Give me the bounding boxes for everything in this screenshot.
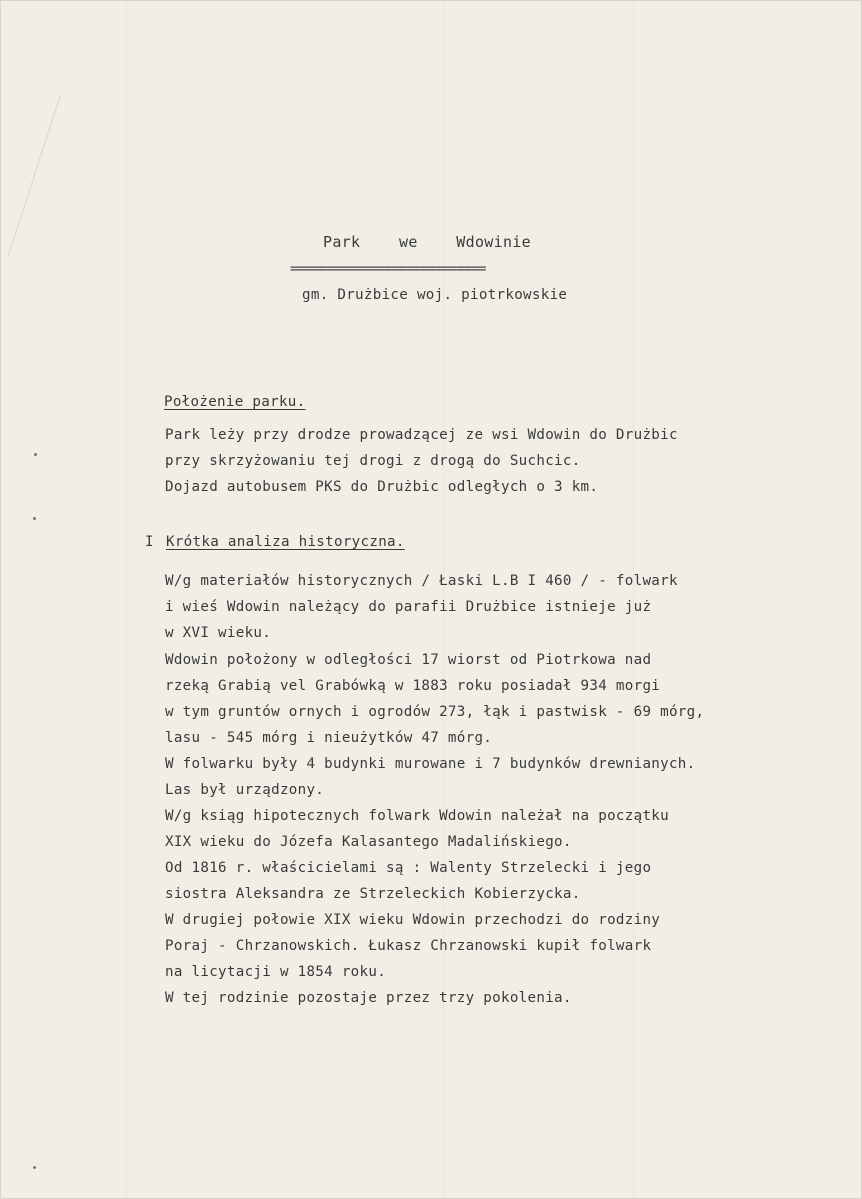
text-line: przy skrzyżowaniu tej drogi z drogą do Suchcic. xyxy=(165,453,581,469)
text-line: rzeką Grabią vel Grabówką w 1883 roku posiadał 934 morgi xyxy=(165,678,661,694)
text-line: XIX wieku do Józefa Kalasantego Madalińskiego. xyxy=(165,834,572,850)
text-line: Dojazd autobusem PKS do Drużbic odległych o 3 km. xyxy=(165,479,599,495)
text-line: siostra Aleksandra ze Strzeleckich Kobierzycka. xyxy=(165,886,581,902)
text-line: W/g ksiąg hipotecznych folwark Wdowin należał na początku xyxy=(165,808,669,824)
paper-speck xyxy=(33,517,36,520)
title-double-rule: =========================== xyxy=(290,261,486,277)
text-line: Poraj - Chrzanowskich. Łukasz Chrzanowski kupił folwark xyxy=(165,938,652,954)
paper-texture-line xyxy=(126,0,127,1199)
paper-crease xyxy=(0,95,61,255)
text-line: i wieś Wdowin należący do parafii Drużbice istnieje już xyxy=(165,599,652,615)
paper-speck xyxy=(33,1166,36,1169)
paper-speck xyxy=(34,453,37,456)
text-line: Od 1816 r. właścicielami są : Walenty Strzelecki i jego xyxy=(165,860,652,876)
text-line: W/g materiałów historycznych / Łaski L.B I 460 / - folwark xyxy=(165,573,678,589)
section-heading-location: Położenie parku. xyxy=(164,394,306,410)
text-line: Las był urządzony. xyxy=(165,782,325,798)
text-line: W folwarku były 4 budynki murowane i 7 budynków drewnianych. xyxy=(165,756,696,772)
text-line: Park leży przy drodze prowadzącej ze wsi Wdowin do Drużbic xyxy=(165,427,678,443)
section-number: I xyxy=(145,534,154,550)
document-title: Park we Wdowinie xyxy=(323,233,531,251)
text-line: Wdowin położony w odległości 17 wiorst od Piotrkowa nad xyxy=(165,652,652,668)
document-subtitle: gm. Drużbice woj. piotrkowskie xyxy=(302,287,568,303)
text-line: w XVI wieku. xyxy=(165,625,272,641)
section-heading-history: Krótka analiza historyczna. xyxy=(166,534,405,550)
text-line: lasu - 545 mórg i nieużytków 47 mórg. xyxy=(165,730,493,746)
text-line: na licytacji w 1854 roku. xyxy=(165,964,387,980)
text-line: w tym gruntów ornych i ogrodów 273, łąk i pastwisk - 69 mórg, xyxy=(165,704,705,720)
text-line: W tej rodzinie pozostaje przez trzy pokolenia. xyxy=(165,990,572,1006)
text-line: W drugiej połowie XIX wieku Wdowin przechodzi do rodziny xyxy=(165,912,661,928)
